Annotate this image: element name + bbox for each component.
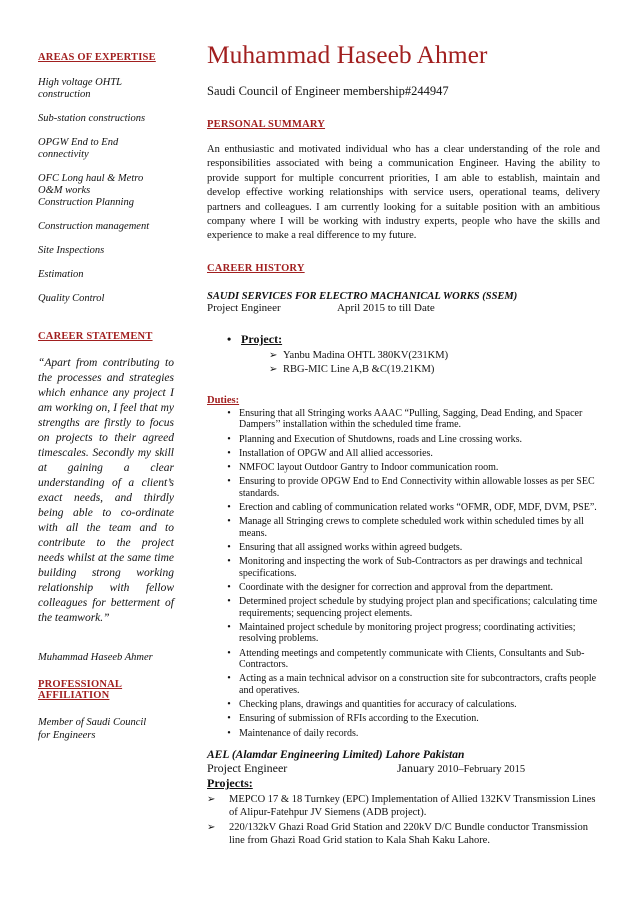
bullet-icon: •	[227, 673, 231, 685]
summary-heading: PERSONAL SUMMARY	[207, 119, 326, 130]
membership-line: Saudi Council of Engineer membership#244947	[207, 84, 449, 98]
expertise-item: Construction management	[38, 221, 150, 232]
expertise-item: Site Inspections	[38, 245, 105, 256]
duty-item	[219, 728, 603, 740]
expertise-heading: AREAS OF EXPERTISE	[38, 52, 156, 63]
bullet-icon: •	[227, 621, 231, 633]
duty-text: Ensuring of submission of RFIs according to the Execution.	[239, 713, 479, 725]
affiliation-heading-line2: AFFILIATION	[38, 690, 110, 701]
career-statement-heading: CAREER STATEMENT	[38, 331, 153, 342]
summary-text: An enthusiastic and motivated individual who has a clear understanding of the role and responsibilities associated with being a communication Engineer. Having the ability to provide support for multiple concurrent priorities, I am able to establish, maintain and develop effective working relationships with service users, operational teams, delivery partners and colleagues. I am currently looking for a suitable position with an ambitious company where I will be working with industry experts, people who have the skills and experience to make a real difference to my future.	[207, 144, 600, 242]
duty-item	[219, 673, 603, 696]
expertise-item: OFC Long haul & Metro O&M works Construction Planning	[38, 173, 144, 208]
career-history-heading: CAREER HISTORY	[207, 262, 305, 274]
duty-item	[219, 516, 603, 539]
duty-item	[219, 596, 603, 619]
duty-text: Manage all Stringing crews to complete scheduled work within scheduled times by all means.	[239, 516, 584, 539]
duty-text: Planning and Execution of Shutdowns, roads and Line crossing works.	[239, 433, 523, 445]
project-text: Yanbu Madina OHTL 380KV(231KM)	[283, 349, 449, 361]
duty-text: Maintenance of daily records.	[239, 727, 359, 739]
project-text: MEPCO 17 & 18 Turnkey (EPC) Implementation of Allied 132KV Transmission Lines of Alipur-Fatehpur JV Siemens (ADB project).	[229, 794, 596, 819]
signature: Muhammad Haseeb Ahmer	[38, 652, 153, 663]
bullet-icon: •	[227, 596, 231, 608]
job2-company: AEL (Alamdar Engineering Limited) Lahore Pakistan	[207, 749, 465, 762]
bullet-icon: •	[227, 516, 231, 528]
arrow-bullet-icon: ➢	[207, 794, 216, 806]
list-item	[207, 793, 600, 819]
job2-date-rest: 2010–February 2015	[437, 764, 526, 776]
duties-heading: Duties:	[207, 394, 240, 406]
duty-item	[219, 582, 603, 594]
job1-project-list	[227, 349, 600, 377]
job2-role: Project Engineer	[207, 761, 288, 776]
duty-text: Erection and cabling of communication related works “OFMR, ODF, MDF, DVM, PSE”.	[239, 501, 597, 513]
bullet-icon: •	[227, 727, 231, 739]
duty-item	[219, 622, 603, 645]
job1-project-label: Project:	[241, 331, 283, 346]
project-text: RBG-MIC Line A,B &C(19.21KM)	[283, 363, 435, 375]
duty-item	[219, 502, 603, 514]
list-item	[207, 821, 600, 847]
expertise-item: Quality Control	[38, 293, 105, 304]
expertise-item: Sub-station constructions	[38, 113, 146, 124]
bullet-icon: •	[227, 713, 231, 725]
duty-text: Ensuring that all assigned works within agreed budgets.	[239, 541, 463, 553]
arrow-bullet-icon: ➢	[269, 349, 278, 361]
duty-item	[219, 699, 603, 711]
sidebar	[38, 52, 174, 742]
arrow-bullet-icon: ➢	[207, 822, 216, 834]
job1-projects	[207, 332, 600, 377]
duty-item	[219, 542, 603, 554]
duty-text: Acting as a main technical advisor on a construction site for subcontractors, crafts people and operatives.	[239, 673, 597, 697]
expertise-item: OPGW End to End connectivity	[38, 137, 119, 160]
job1-dates: April 2015 to till Date	[337, 301, 435, 314]
job1-project-title-row	[227, 332, 600, 347]
duty-item	[219, 462, 603, 474]
expertise-item: High voltage OHTL construction	[38, 77, 122, 100]
bullet-icon: •	[227, 501, 231, 513]
duty-text: Ensuring that all Stringing works AAAC “Pulling, Sagging, Dead Ending, and Spacer Dampers’’ installation within the scheduled time frame.	[239, 407, 583, 431]
affiliation-heading	[38, 679, 174, 701]
bullet-icon: •	[227, 476, 231, 488]
list-item	[269, 363, 600, 377]
bullet-icon: •	[227, 556, 231, 568]
bullet-icon: •	[227, 447, 231, 459]
duty-text: Maintained project schedule by monitoring project progress; coordinating activities; resolving problems.	[239, 621, 576, 645]
duty-text: Installation of OPGW and All allied accessories.	[239, 447, 433, 459]
bullet-icon: •	[227, 647, 231, 659]
duty-item	[219, 448, 603, 460]
project-text: 220/132kV Ghazi Road Grid Station and 220kV D/C Bundle conductor Transmission line from Ghazi Road Grid station to Kala Shah Kaku Lahore.	[229, 822, 588, 847]
affiliation-heading-line1: PROFESSIONAL	[38, 679, 123, 690]
duties-list	[207, 408, 603, 739]
expertise-item: Estimation	[38, 269, 84, 280]
job2-role-line	[207, 761, 600, 776]
duty-item	[219, 713, 603, 725]
arrow-bullet-icon: ➢	[269, 363, 278, 375]
bullet-icon: •	[227, 699, 231, 711]
candidate-name: Muhammad Haseeb Ahmer	[207, 40, 488, 69]
duty-item	[219, 556, 603, 579]
duty-text: Attending meetings and competently communicate with Clients, Consultants and Sub-Contractors.	[239, 647, 585, 671]
bullet-icon: •	[227, 541, 231, 553]
bullet-icon: •	[227, 581, 231, 593]
duty-text: Ensuring to provide OPGW End to End Connectivity within allowable losses as per SEC standards.	[239, 476, 595, 499]
bullet-icon: •	[227, 331, 232, 346]
duty-text: Checking plans, drawings and quantities for accuracy of calculations.	[239, 699, 517, 711]
job2-projects-heading: Projects:	[207, 776, 253, 791]
job2-date-month: January	[397, 761, 435, 776]
bullet-icon: •	[227, 407, 231, 419]
duty-text: NMFOC layout Outdoor Gantry to Indoor communication room.	[239, 462, 499, 473]
duty-item	[219, 408, 603, 431]
career-statement-text: “Apart from contributing to the processes and strategies which enhance any project I am working on, I feel that my strengths are firstly to focus on projects to their agreed timescales. Secondly my skill at gaining a clear understanding of a client’s exact needs, and thirdly being able to co-ordinate with all the team and to contribute to the project needs whilst at the same time building strong working relationship with fellow colleagues for betterment of the teamwork.”	[38, 357, 174, 624]
duty-item	[219, 434, 603, 446]
duty-text: Monitoring and inspecting the work of Sub-Contractors as per drawings and technical specifications.	[239, 556, 583, 579]
bullet-icon: •	[227, 433, 231, 445]
bullet-icon: •	[227, 462, 231, 473]
duty-item	[219, 648, 603, 671]
affiliation-text: Member of Saudi Council for Engineers	[38, 717, 147, 741]
list-item	[269, 349, 600, 363]
duty-item	[219, 476, 603, 499]
job2-project-list	[207, 793, 600, 847]
main-column	[207, 40, 600, 849]
job1-role: Project Engineer	[207, 301, 281, 314]
expertise-list	[38, 77, 174, 305]
duty-text: Determined project schedule by studying project plan and specifications; calculating time requirements; sequencing project elements.	[239, 596, 598, 619]
job1-company: SAUDI SERVICES FOR ELECTRO MACHANICAL WORKS (SSEM)	[207, 290, 518, 302]
job1-role-line	[207, 302, 600, 314]
duty-text: Coordinate with the designer for correction and approval from the department.	[239, 581, 554, 593]
